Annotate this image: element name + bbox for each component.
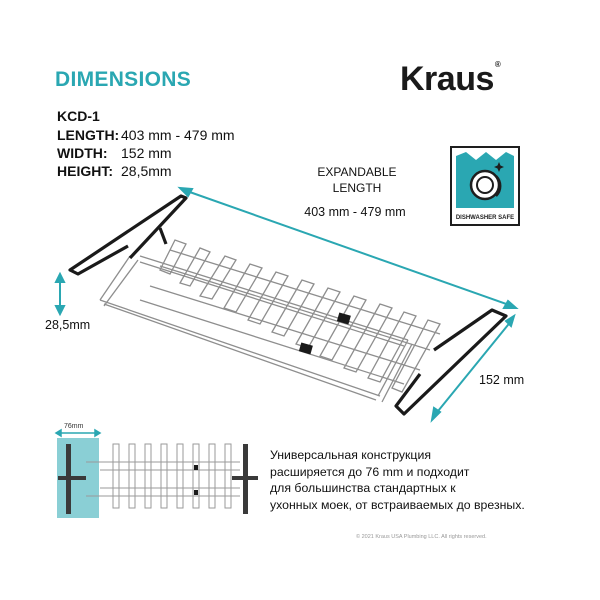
description-text xyxy=(270,447,570,513)
model-number: KCD-1 xyxy=(57,108,100,124)
length-range-label: 403 mm - 479 mm xyxy=(304,205,406,219)
expansion-label: 76mm xyxy=(64,423,84,430)
expandable-label-line: EXPANDABLE xyxy=(317,165,397,179)
spec-value: 152 mm xyxy=(121,145,172,161)
spec-label: HEIGHT: xyxy=(57,163,113,179)
brand-name: Kraus xyxy=(400,60,494,98)
copyright-notice: © 2021 Kraus USA Plumbing LLC. All rights reserved. xyxy=(356,534,487,540)
width-label: 152 mm xyxy=(479,373,525,387)
spec-value: 28,5mm xyxy=(121,163,172,179)
height-label: 28,5mm xyxy=(45,318,91,332)
page-title: DIMENSIONS xyxy=(55,68,192,91)
description-line: ухонных моек, от встраиваемых до врезных. xyxy=(270,497,525,512)
registered-mark: ® xyxy=(494,60,501,69)
expandable-label-line: LENGTH xyxy=(332,181,382,195)
description-line: Универсальная конструкция xyxy=(270,448,431,462)
description-line: для большинства стандартных к xyxy=(270,481,456,495)
description-line: расширяется до 76 mm и подходит xyxy=(270,464,470,479)
spec-value: 403 mm - 479 mm xyxy=(121,127,235,143)
spec-label: LENGTH: xyxy=(57,127,120,143)
badge-label: DISHWASHER SAFE xyxy=(455,215,515,221)
spec-label: WIDTH: xyxy=(57,145,108,161)
expansion-dimension-line xyxy=(56,430,100,436)
